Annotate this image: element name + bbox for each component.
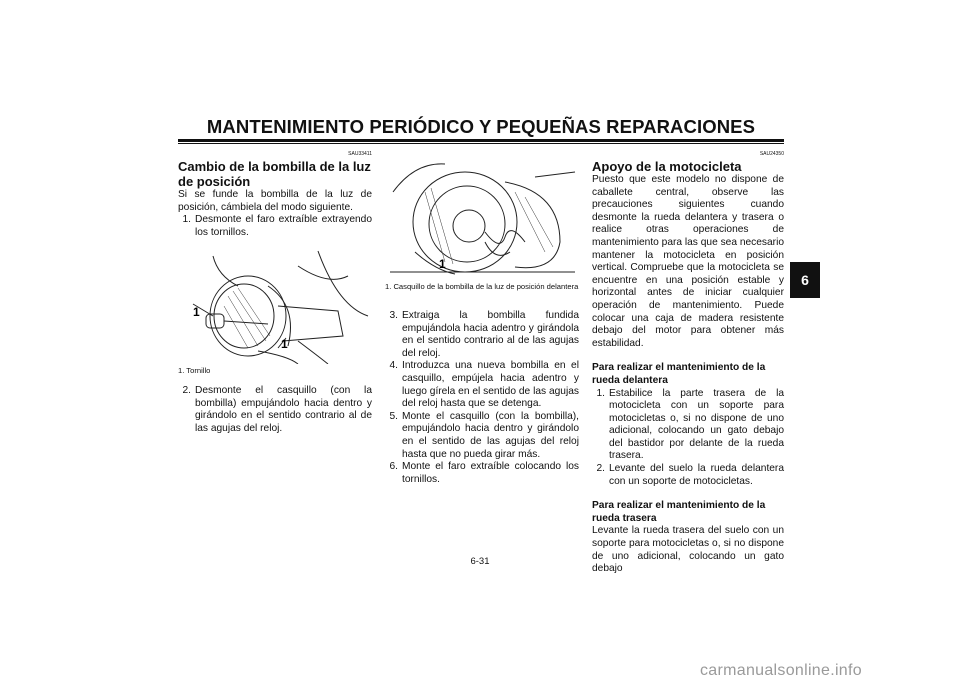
- figure-callout: 1: [439, 257, 446, 271]
- section-code: SAU24350: [759, 151, 784, 157]
- step-text: Desmonte el faro extraíble extrayendo los tornillos.: [195, 214, 372, 238]
- step-number: 5.: [389, 410, 398, 422]
- page-number: 6-31: [470, 556, 490, 567]
- section-title: Apoyo de la motocicleta: [592, 159, 742, 174]
- section-code: SAU33411: [348, 151, 372, 157]
- step-number: 4.: [389, 360, 398, 372]
- intro-text: Puesto que este modelo no dispone de caballete central, observe las precauciones siguientes cuando desmonte la rueda delantera y trasera o realice otras operaciones de mantenimiento para las que sea necesario mantener la motocicleta en posición vertical. Compruebe que la motocicleta se encuentre en una posición estable y horizontal antes de iniciar cualquier operación de mantenimiento. Puede colocar una caja de madera resistente debajo del motor para obtener más estabilidad.: [592, 174, 784, 349]
- step-text: Levante del suelo la rueda delantera con un soporte de motocicletas.: [609, 463, 784, 487]
- figure-caption: 1. Casquillo de la bombilla de la luz de posición delantera: [385, 282, 579, 291]
- step-number: 3.: [389, 310, 398, 321]
- step-number: 2.: [596, 463, 605, 475]
- header-rule-thin: [178, 143, 784, 144]
- header-rule: [178, 139, 784, 142]
- step-text: Monte el faro extraíble colocando los tornillos.: [402, 461, 579, 485]
- list-item: [592, 388, 784, 464]
- list-item: [385, 411, 579, 461]
- list-item: [385, 360, 579, 410]
- step-number: 1.: [182, 214, 191, 226]
- subheading: Para realizar el mantenimiento de la rueda trasera: [592, 500, 766, 524]
- headlight-screws-illustration: [178, 246, 372, 364]
- list-item: [178, 214, 372, 239]
- list-item: [178, 385, 372, 435]
- step-number: 6.: [389, 461, 398, 473]
- figure-callout: 1: [193, 305, 200, 319]
- step-text: Monte el casquillo (con la bombilla), empujándolo hacia dentro y girándolo en el sentido de las agujas del reloj hasta que no pueda girar más.: [402, 410, 579, 460]
- watermark: carmanualsonline.info: [700, 662, 862, 679]
- bulb-socket-illustration: [385, 152, 579, 278]
- step-text: Desmonte el casquillo (con la bombilla) empujándolo hacia dentro y girándolo en el sentido contrario al de las agujas del reloj.: [195, 385, 372, 434]
- steps-list: [385, 310, 579, 486]
- step-number: 2.: [182, 385, 191, 396]
- step-text: Introduzca una nueva bombilla en el casquillo, empújela hacia adentro y luego gírela en el sentido de las agujas del reloj hasta que se detenga.: [402, 360, 579, 410]
- body-text: Levante la rueda trasera del suelo con un soporte para motocicletas o, si no dispone de uno adicional, colocando un gato debajo: [592, 525, 784, 575]
- list-item: [592, 463, 784, 488]
- page-header-title: MANTENIMIENTO PERIÓDICO Y PEQUEÑAS REPARACIONES: [206, 116, 756, 137]
- figure-caption: 1. Tornillo: [178, 366, 211, 375]
- step-number: 1.: [596, 387, 605, 399]
- subheading: Para realizar el mantenimiento de la rueda delantera: [592, 362, 766, 386]
- list-item: [385, 310, 579, 360]
- section-title: Cambio de la bombilla de la luz de posición: [178, 159, 371, 189]
- step-text: Extraiga la bombilla fundida empujándola hacia adentro y girándola en el sentido contrario al de las agujas del reloj.: [402, 310, 579, 359]
- figure-callout: 1: [281, 337, 288, 351]
- list-item: [385, 461, 579, 486]
- section-body: [178, 189, 372, 239]
- section-body-continued: [178, 385, 372, 435]
- intro-text: Si se funde la bombilla de la luz de posición, cámbiela del modo siguiente.: [178, 189, 372, 213]
- chapter-tab: 6: [790, 262, 820, 298]
- section-body: [592, 174, 784, 576]
- step-text: Estabilice la parte trasera de la motocicleta con un soporte para motocicletas o, si no dispone de uno adicional, colocando un gato debajo del bastidor por delante de la rueda trasera.: [609, 387, 784, 462]
